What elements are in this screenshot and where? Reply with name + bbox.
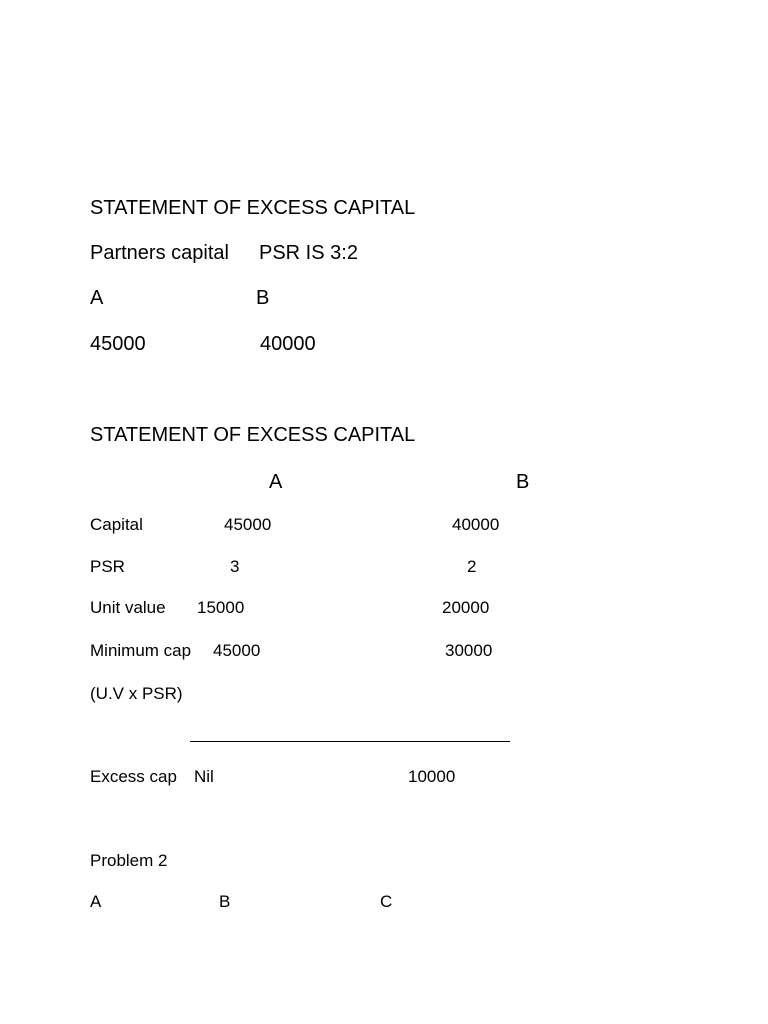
unit-value-row-b: 20000 — [442, 598, 490, 617]
partner-b-capital: 40000 — [260, 333, 316, 355]
partner-a-label: A — [90, 287, 104, 309]
section1-title: STATEMENT OF EXCESS CAPITAL — [90, 197, 416, 219]
minimum-cap-row-a: 45000 — [213, 641, 261, 660]
section2-title: STATEMENT OF EXCESS CAPITAL — [90, 424, 416, 446]
minimum-cap-row-label: Minimum cap — [90, 641, 192, 660]
total-rule-line — [190, 741, 510, 742]
problem-2-col-c: C — [380, 892, 393, 911]
psr-ratio-text: PSR IS 3:2 — [259, 242, 358, 264]
partners-capital-label: Partners capital — [90, 242, 229, 264]
psr-row-b: 2 — [467, 557, 477, 576]
psr-row-label: PSR — [90, 557, 125, 576]
column-head-b: B — [516, 471, 530, 493]
formula-note: (U.V x PSR) — [90, 684, 183, 703]
minimum-cap-row-b: 30000 — [445, 641, 493, 660]
capital-row-a: 45000 — [224, 515, 272, 534]
unit-value-row-a: 15000 — [197, 598, 245, 617]
partner-b-label: B — [256, 287, 270, 309]
problem-2-col-b: B — [219, 892, 231, 911]
psr-row-a: 3 — [230, 557, 240, 576]
excess-cap-row-label: Excess cap — [90, 767, 177, 786]
unit-value-row-label: Unit value — [90, 598, 166, 617]
problem-2-col-a: A — [90, 892, 102, 911]
problem-2-title: Problem 2 — [90, 851, 168, 870]
partner-a-capital: 45000 — [90, 333, 146, 355]
excess-cap-row-b: 10000 — [408, 767, 456, 786]
capital-row-b: 40000 — [452, 515, 500, 534]
capital-row-label: Capital — [90, 515, 143, 534]
column-head-a: A — [269, 471, 283, 493]
excess-cap-row-a: Nil — [194, 767, 214, 786]
